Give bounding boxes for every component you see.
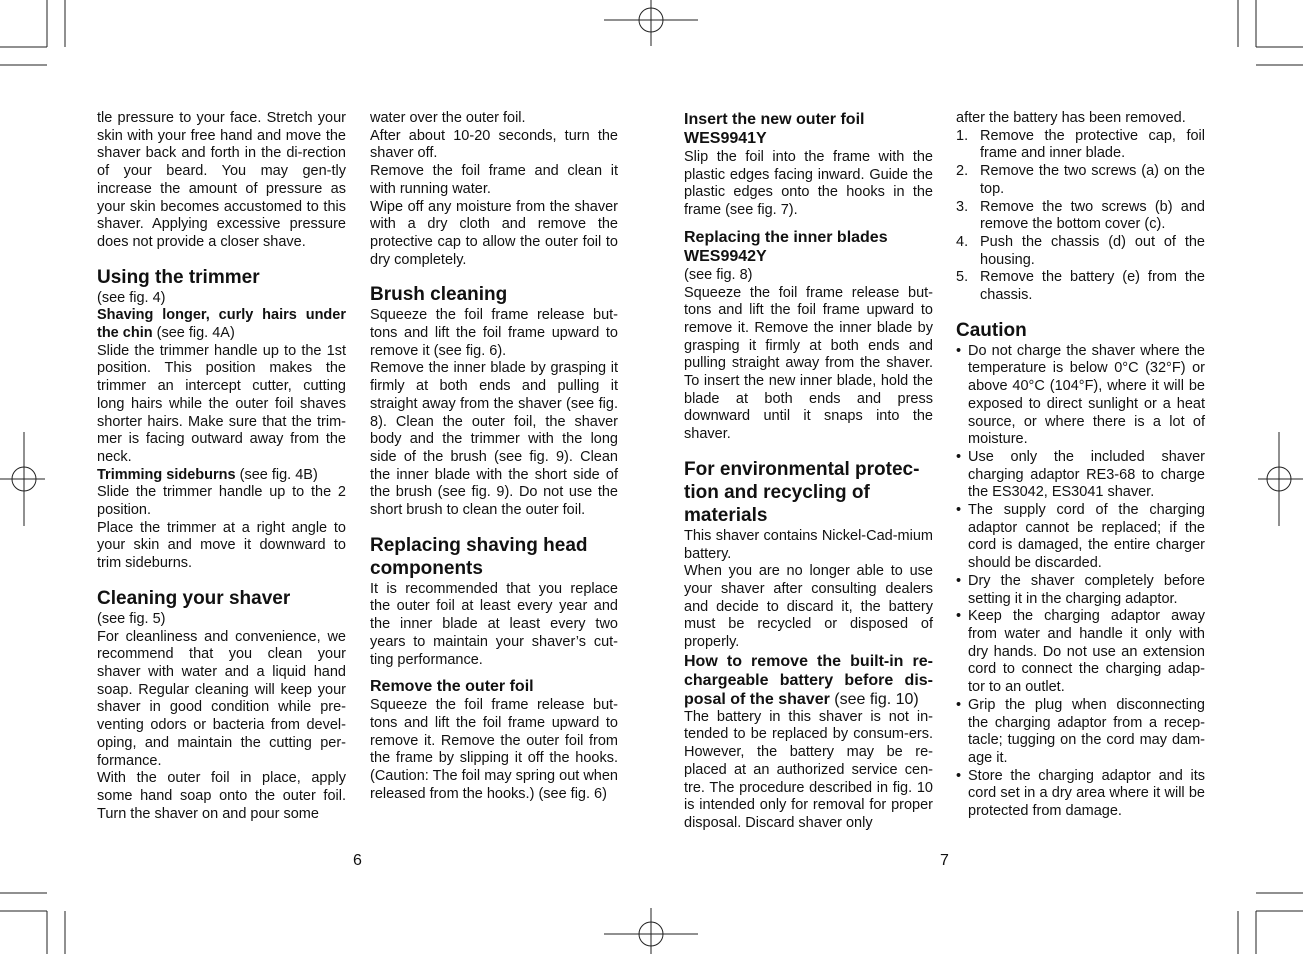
col4-intro: after the battery has been removed. [956,110,1186,126]
inner-blades-heading: Replacing the inner blades WES9942Y [684,228,888,265]
bullet-icon: • [956,767,962,784]
battery-removal-body: The battery in this shaver is not in-tended to be replaced by consum-ers. However, the battery may be re-placed at an authorized service cen-tre. The procedure described in fig. 10 is intended only for removal for proper disposal. Discard shaver only [684,708,933,831]
step-text: Remove the two screws (a) on the top. [980,163,1205,197]
col2-paragraph-1: water over the outer foil. [370,110,526,126]
page-number-right: 7 [940,852,949,869]
step-number: 2. [956,163,969,180]
insert-foil-heading: Insert the new outer foil WES9941Y [684,111,865,147]
list-item [956,343,1205,449]
cleaning-body-1: For cleanliness and convenience, we recommend that you clean your shaver with water and a liquid hand soap. Regular cleaning will keep your shaver in good condition while pre-venting odors or bacteria from devel-oping, and maintain the cutting per-formance. [97,628,346,769]
longer-hairs-subheading: Shaving longer, curly hairs under the chin [97,307,346,342]
cleaning-heading: Cleaning your shaver [97,587,291,609]
list-item [956,128,1205,163]
bullet-text: Use only the included shaver charging adaptor RE3-68 to charge the ES3042, ES3041 shaver. [968,448,1205,501]
cleaning-fig-ref: (see fig. 5) [97,610,166,627]
longer-hairs-fig-ref: (see fig. 4A) [152,325,235,342]
longer-hairs-body: Slide the trimmer handle up to the 1st position. This position makes the trimmer an intercept cutter, cutting long hairs while the outer foil shaves shorter hairs. Make sure that the trim-mer is facing outward away from the neck. [97,342,346,465]
trimmer-heading: Using the trimmer [97,266,260,288]
list-item [956,449,1205,502]
battery-removal-lead [684,652,933,709]
step-number: 3. [956,198,969,215]
remove-foil-body: Squeeze the foil frame release but-tons and lift the foil frame upward to remove it. Remove the outer foil from the frame by slipping it off the hooks. (Caution: The foil may spring out when released from the hooks.) (see fig. 6) [370,697,618,802]
step-text: Remove the battery (e) from the chassis. [980,269,1205,304]
col2-paragraph-4: Wipe off any moisture from the shaver with a dry cloth and remove the protective cap to allow the outer foil to dry completely. [370,198,618,268]
bullet-icon: • [956,448,962,465]
list-item [956,199,1205,234]
list-item [956,608,1205,697]
battery-removal-subheading: How to remove the built-in re-chargeable battery before dis-posal of the shaver [684,652,933,708]
sideburns-body-1: Slide the trimmer handle up to the 2 position. [97,484,346,519]
bullet-icon: • [956,608,962,625]
battery-removal-fig-ref: (see fig. 10) [829,690,919,708]
step-text: Remove the two screws (b) and remove the bottom cover (c). [980,198,1205,233]
list-item [956,234,1205,269]
inner-blades-fig-ref: (see fig. 8) [684,266,753,283]
sideburns-fig-ref: (see fig. 4B) [235,466,318,483]
column-4 [956,110,1205,821]
list-item [956,163,1205,198]
bullet-icon: • [956,572,962,589]
brush-heading: Brush cleaning [370,284,508,306]
bullet-text: The supply cord of the charging adaptor cannot be replaced; if the cord is damaged, the entire charger should be discarded. [968,502,1205,572]
col2-paragraph-2: After about 10-20 seconds, turn the shaver off. [370,127,618,162]
step-text: Push the chassis (d) out of the housing. [980,233,1205,268]
replacing-body: It is recommended that you replace the outer foil at least every year and the inner blade at least every two years to maintain your shaver’s cut-ting performance. [370,580,618,668]
trimmer-fig-ref: (see fig. 4) [97,289,166,306]
cleaning-body-2: With the outer foil in place, apply some hand soap onto the outer foil. Turn the shaver on and pour some [97,770,346,822]
sideburns-subheading: Trimming sideburns [97,466,236,483]
caution-list [956,343,1205,821]
bullet-icon: • [956,696,962,713]
column-2 [370,110,618,804]
inner-blades-body: Squeeze the foil frame release but-tons and lift the foil frame upward to remove it. Remove the inner blade by grasping it firmly at both ends and pulling straight away from the shaver. To insert the new inner blade, hold the blade at both ends and press downward until it snaps into the shaver. [684,284,933,443]
column-1 [97,110,346,823]
replacing-heading: Replacing shaving head components [370,534,588,579]
list-item [956,502,1205,573]
sideburns-body-2: Place the trimmer at a right angle to your skin and move it downward to trim sideburns. [97,519,346,572]
col2-paragraph-3: Remove the foil frame and clean it with running water. [370,163,618,197]
intro-paragraph: tle pressure to your face. Stretch your skin with your free hand and move the shaver back and forth in the di-rection of your beard. You may gen-tly increase the amount of pressure as your skin becomes accustomed to this shaver. Applying excessive pressure does not provide a closer shave. [97,110,346,250]
step-number: 4. [956,233,969,250]
brush-body-1: Squeeze the foil frame release but-tons and lift the foil frame upward to remove it (see fig. 6). [370,307,618,359]
bullet-text: Keep the charging adaptor away from water and handle it only with dry hands. Do not use an extension cord to connect the charging adap-tor to an outlet. [968,608,1205,696]
step-text: Remove the protective cap, foil frame and inner blade. [980,127,1205,162]
disposal-steps-list [956,128,1205,305]
bullet-icon: • [956,342,962,359]
list-item [956,269,1205,304]
brush-body-2: Remove the inner blade by grasping it firmly at both ends and pulling it straight away from the shaver (see fig. 8). Clean the outer foil, the shaver body and the trimmer with the long side of the brush (see fig. 9). Clean the inner blade with the short side of the brush (see fig. 9). Do not use the short brush to clean the outer foil. [370,360,618,519]
bullet-text: Dry the shaver completely before setting it in the charging adaptor. [968,572,1205,607]
insert-foil-body: Slip the foil into the frame with the plastic edges facing inward. Guide the plastic edges onto the hooks in the frame (see fig. 7). [684,149,933,219]
step-number: 5. [956,269,969,286]
environment-body-2: When you are no longer able to use your shaver after consulting dealers and decide to discard it, the battery must be recycled or disposed of properly. [684,563,933,651]
remove-foil-heading: Remove the outer foil [370,678,534,696]
step-number: 1. [956,127,969,144]
sideburns-lead [97,467,346,485]
column-3 [684,110,933,833]
bullet-text: Store the charging adaptor and its cord set in a dry area where it will be protected from damage. [968,767,1205,820]
bullet-text: Do not charge the shaver where the temperature is below 0°C (32°F) or above 40°C (104°F), where it will be exposed to direct sunlight or a heat source, or where there is a lot of moisture. [968,342,1205,448]
caution-heading: Caution [956,319,1027,341]
bullet-text: Grip the plug when disconnecting the charging adaptor from a recep-tacle; tugging on the cord may dam-age it. [968,696,1205,766]
environment-body-1: This shaver contains Nickel-Cad-mium battery. [684,527,933,562]
longer-hairs-lead [97,307,346,342]
page-number-left: 6 [353,852,362,869]
list-item [956,573,1205,608]
list-item [956,768,1205,821]
environment-heading: For environmental protec-tion and recycling of materials [684,458,920,526]
list-item [956,697,1205,768]
bullet-icon: • [956,502,962,519]
